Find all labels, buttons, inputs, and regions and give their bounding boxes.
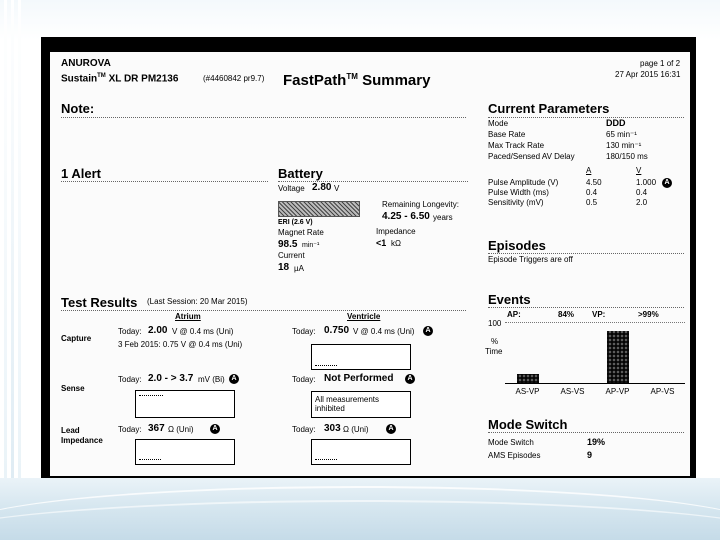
param-label: Sensitivity (mV) (488, 198, 544, 207)
events-vp-label: VP: (592, 310, 606, 319)
divider (488, 253, 684, 254)
events-bar-as-vp (517, 374, 539, 383)
test-results-heading: Test Results (61, 295, 138, 310)
lead-impedance-label: Lead (61, 426, 80, 435)
note-heading: Note: (61, 101, 95, 116)
battery-current-value: 18 (278, 262, 290, 273)
param-col-v: V (636, 166, 642, 175)
lead-atrium-badge: A (210, 424, 220, 434)
divider (488, 432, 684, 433)
events-y-time: Time (485, 347, 503, 356)
capture-atrium-value: 2.00 (148, 325, 168, 336)
mode-switch-heading: Mode Switch (488, 417, 568, 432)
param-value: 180/150 ms (606, 152, 648, 161)
battery-magnet-value: 98.5 (278, 239, 298, 250)
today-label: Today: (292, 327, 316, 336)
capture-label: Capture (61, 334, 92, 343)
capture-vent-badge: A (423, 326, 433, 336)
lead-vent-detail: Ω (Uni) (343, 425, 369, 434)
sense-atrium-badge: A (229, 374, 239, 384)
battery-eri-label: ERI (2.6 V) (278, 219, 313, 226)
divider (61, 181, 268, 182)
lead-impedance-label: Impedance (61, 436, 103, 445)
lead-vent-trend-strip[interactable] (311, 439, 411, 465)
param-value: 0.4 (586, 188, 598, 197)
today-label: Today: (118, 327, 142, 336)
param-label: Base Rate (488, 130, 526, 139)
sense-vent-message: All measurements (315, 395, 380, 404)
test-results-session: (Last Session: 20 Mar 2015) (147, 297, 248, 306)
capture-vent-egm-strip[interactable] (311, 344, 411, 370)
events-chart (505, 322, 685, 384)
sense-vent-badge: A (405, 374, 415, 384)
mode-switch-value: 19% (587, 437, 606, 447)
device-name: Sustain™ XL DR PM2136 (61, 73, 179, 85)
param-label: Paced/Sensed AV Delay (488, 152, 575, 161)
param-label: Max Track Rate (488, 141, 545, 150)
battery-magnet-unit: min⁻¹ (302, 242, 320, 249)
battery-current-label: Current (278, 251, 305, 260)
param-label: Pulse Amplitude (V) (488, 178, 559, 187)
battery-voltage-unit: V (334, 184, 340, 193)
battery-longevity-unit: years (433, 213, 453, 222)
mode-switch-value: 9 (587, 450, 593, 460)
param-value: 130 min⁻¹ (606, 141, 642, 150)
sense-atrium-detail: mV (Bi) (198, 375, 225, 384)
today-label: Today: (292, 425, 316, 434)
today-label: Today: (292, 375, 316, 384)
sense-atrium-value: 2.0 - > 3.7 (148, 373, 194, 384)
divider (61, 310, 466, 311)
events-category-label: AS-VS (560, 387, 585, 396)
battery-current-unit: µA (294, 264, 304, 273)
today-label: Today: (118, 375, 142, 384)
brand-name: ANUROVA (61, 58, 111, 69)
battery-longevity-value: 4.25 - 6.50 (382, 211, 430, 222)
events-category-label: AS-VP (515, 387, 540, 396)
param-col-a: A (586, 166, 592, 175)
battery-magnet-label: Magnet Rate (278, 228, 324, 237)
battery-impedance-value: <1 (376, 238, 387, 248)
mode-switch-label: Mode Switch (488, 438, 534, 447)
lead-atrium-detail: Ω (Uni) (168, 425, 194, 434)
capture-vent-value: 0.750 (324, 325, 350, 336)
sense-vent-value: Not Performed (324, 373, 394, 384)
episodes-text: Episode Triggers are off (488, 255, 573, 264)
capture-atrium-detail: V @ 0.4 ms (Uni) (172, 327, 234, 336)
capture-vent-detail: V @ 0.4 ms (Uni) (353, 327, 415, 336)
device-serial: (#4460842 pr9.7) (203, 74, 265, 83)
events-vp-value: >99% (638, 310, 659, 319)
divider (488, 307, 684, 308)
battery-longevity-label: Remaining Longevity: (382, 200, 459, 209)
report-title: FastPath™ Summary (283, 72, 431, 89)
sense-atrium-egm-strip[interactable] (135, 390, 235, 418)
divider (61, 117, 466, 118)
divider (278, 181, 468, 182)
param-label: Mode (488, 119, 509, 128)
lead-vent-badge: A (386, 424, 396, 434)
param-label: Pulse Width (ms) (488, 188, 549, 197)
chart-top-gridline (505, 322, 685, 323)
lead-atrium-value: 367 (148, 423, 165, 434)
capture-atrium-prior: 3 Feb 2015: 0.75 V @ 0.4 ms (Uni) (118, 340, 243, 349)
mode-switch-label: AMS Episodes (488, 451, 541, 460)
battery-impedance-label: Impedance (376, 227, 416, 236)
today-label: Today: (118, 425, 142, 434)
param-value: 0.4 (636, 188, 648, 197)
events-category-labels (505, 388, 685, 398)
sense-vent-message: inhibited (315, 404, 345, 413)
current-parameters-heading: Current Parameters (488, 101, 610, 116)
battery-heading: Battery (278, 166, 323, 181)
chart-baseline (505, 383, 685, 384)
report-datetime: 27 Apr 2015 16:31 (615, 70, 681, 79)
events-y-pct: % (491, 337, 499, 346)
atrium-header: Atrium (175, 312, 201, 321)
lead-vent-value: 303 (324, 423, 341, 434)
lead-atrium-trend-strip[interactable] (135, 439, 235, 465)
divider (488, 117, 684, 118)
events-bar-ap-vp (607, 331, 629, 383)
param-value: 0.5 (586, 198, 598, 207)
episodes-heading: Episodes (488, 238, 546, 253)
events-heading: Events (488, 292, 531, 307)
battery-voltage-label: Voltage (278, 184, 305, 193)
alerts-heading: 1 Alert (61, 166, 101, 181)
sense-label: Sense (61, 384, 85, 393)
backdrop-stripe (18, 0, 21, 478)
backdrop-stripe (4, 0, 7, 478)
events-category-label: AP-VS (650, 387, 675, 396)
backdrop-stripe (11, 0, 14, 478)
param-value: DDD (606, 118, 626, 128)
param-value: 65 min⁻¹ (606, 130, 637, 139)
backdrop-top (0, 0, 720, 40)
backdrop-bottom (0, 478, 720, 540)
events-ap-label: AP: (507, 310, 521, 319)
ventricle-header: Ventricle (347, 312, 381, 321)
param-value: 4.50 (586, 178, 602, 187)
battery-voltage-value: 2.80 (312, 182, 332, 193)
battery-impedance-unit: kΩ (391, 239, 401, 248)
page-number: page 1 of 2 (640, 59, 681, 68)
events-ap-value: 84% (558, 310, 575, 319)
events-y-top: 100 (488, 319, 502, 328)
param-badge: A (662, 178, 672, 188)
battery-gauge (278, 201, 360, 217)
param-value: 2.0 (636, 198, 648, 207)
param-value: 1.000 (636, 178, 657, 187)
events-category-label: AP-VP (605, 387, 630, 396)
